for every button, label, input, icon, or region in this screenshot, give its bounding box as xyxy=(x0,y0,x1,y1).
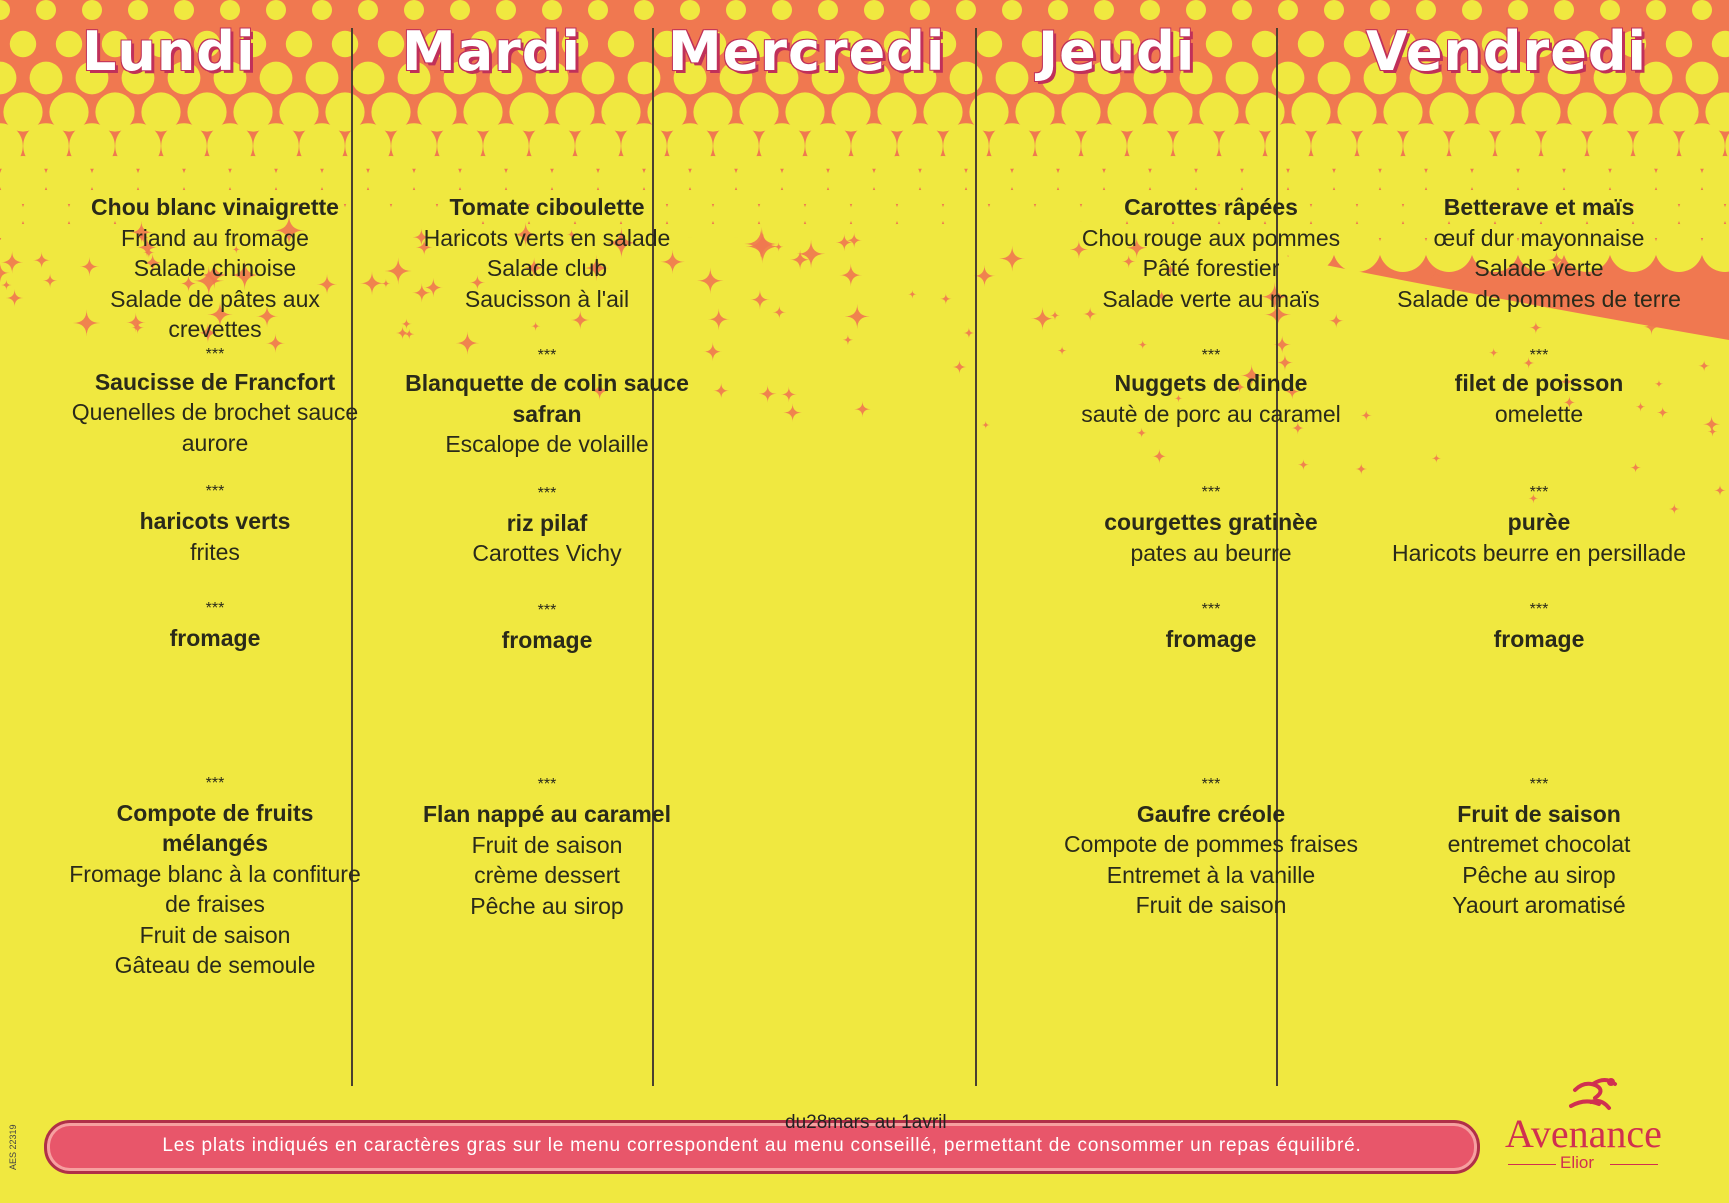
menu-item: haricots verts xyxy=(139,508,291,534)
menu-column-jeudi xyxy=(1036,192,1386,921)
menu-item: Compote de pommes fraises xyxy=(1063,831,1358,857)
menu-item: sautè de porc au caramel xyxy=(1081,400,1341,427)
menu-item: œuf dur mayonnaise xyxy=(1433,224,1645,251)
menu-item: riz pilaf xyxy=(506,509,588,536)
course-separator: *** xyxy=(1201,484,1221,501)
menu-item: mélangés xyxy=(161,830,269,856)
day-header-mercredi: Mercredi xyxy=(668,20,946,83)
course-separator: *** xyxy=(205,774,225,792)
menu-item: Nuggets de dinde xyxy=(1114,370,1308,396)
course-separator: *** xyxy=(537,776,557,793)
menu-item: Pêche au sirop xyxy=(1462,861,1616,888)
menu-item: safran xyxy=(512,400,582,427)
menu-item: de fraises xyxy=(165,891,265,917)
course-separator: *** xyxy=(205,345,225,363)
day-header-mardi: Mardi xyxy=(402,20,581,83)
menu-item: Quenelles de brochet sauce xyxy=(71,399,359,425)
menu-item: Escalope de volaille xyxy=(445,431,649,457)
menu-item: Pêche au sirop xyxy=(470,892,624,919)
menu-item: fromage xyxy=(501,626,593,653)
menu-item: Haricots verts en salade xyxy=(423,224,671,251)
print-code: AES 22319 xyxy=(8,1124,18,1170)
menu-item: Gâteau de semoule xyxy=(114,952,316,978)
menu-item: Yaourt aromatisé xyxy=(1452,892,1626,918)
menu-item: Salade chinoise xyxy=(133,255,297,281)
menu-item: Friand au fromage xyxy=(121,224,309,251)
day-header-lundi: Lundi xyxy=(82,20,256,83)
banner-note: Les plats indiqués en caractères gras sur le menu correspondent au menu conseillé, permettant de consommer un repas équilibré. xyxy=(162,1135,1362,1156)
menu-item: Compote de fruits xyxy=(116,799,314,826)
menu-item: Chou rouge aux pommes xyxy=(1081,224,1341,251)
course-separator: *** xyxy=(1529,484,1549,501)
menu-item: fromage xyxy=(1493,626,1585,652)
menu-item: Fromage blanc à la confiture xyxy=(69,860,361,887)
menu-item: fromage xyxy=(1165,626,1257,652)
menu-item: Fruit de saison xyxy=(1457,800,1621,827)
menu-item: Carottes râpées xyxy=(1124,194,1298,220)
course-separator: *** xyxy=(1529,347,1549,364)
menu-item: Entremet à la vanille xyxy=(1106,861,1316,888)
menu-item: Blanquette de colin sauce xyxy=(405,370,689,396)
menu-item: crevettes xyxy=(168,316,262,342)
course-separator: *** xyxy=(537,601,557,619)
course-separator: *** xyxy=(1201,601,1221,618)
menu-item: Fruit de saison xyxy=(139,921,291,948)
menu-item: fromage xyxy=(169,625,261,651)
menu-item: Haricots beurre en persillade xyxy=(1391,539,1687,566)
menu-item: omelette xyxy=(1494,400,1584,427)
menu-item: Salade de pâtes aux xyxy=(110,285,320,312)
menu-item: Fruit de saison xyxy=(1135,892,1287,918)
menu-item: Salade verte xyxy=(1474,255,1604,281)
menu-item: filet de poisson xyxy=(1454,370,1624,396)
course-separator: *** xyxy=(1201,347,1221,364)
menu-item: purèe xyxy=(1507,509,1571,535)
menu-item: aurore xyxy=(181,429,249,456)
menu-item: Carottes Vichy xyxy=(472,540,622,566)
menu-item: courgettes gratinèe xyxy=(1104,509,1318,535)
menu-item: Chou blanc vinaigrette xyxy=(91,194,339,220)
course-separator: *** xyxy=(205,600,225,617)
day-header-jeudi: Jeudi xyxy=(1038,20,1196,83)
day-header-vendredi: Vendredi xyxy=(1366,20,1647,83)
menu-item: Flan nappé au caramel xyxy=(423,801,671,827)
menu-item: Gaufre créole xyxy=(1136,800,1286,827)
info-banner xyxy=(44,1120,1480,1174)
menu-item: Saucisse de Francfort xyxy=(94,368,336,395)
menu-item: crème dessert xyxy=(474,862,620,888)
menu-item: Saucisson à l'ail xyxy=(464,285,630,312)
menu-item: Salade verte au maïs xyxy=(1102,285,1320,312)
logo-rule xyxy=(1610,1164,1658,1165)
course-separator: *** xyxy=(1529,601,1549,618)
logo-rule xyxy=(1508,1164,1556,1165)
menu-item: Salade de pommes de terre xyxy=(1397,285,1681,312)
logo-name: Avenance xyxy=(1505,1111,1662,1156)
menu-item: Betterave et maïs xyxy=(1443,194,1635,220)
course-separator: *** xyxy=(205,483,225,500)
menu-item: Fruit de saison xyxy=(471,831,623,858)
course-separator: *** xyxy=(537,484,557,502)
menu-item: pates au beurre xyxy=(1130,539,1292,566)
column-divider xyxy=(975,28,977,1086)
menu-item: Salade club xyxy=(486,255,608,281)
date-range: du28mars au 1avril xyxy=(785,1112,947,1133)
course-separator: *** xyxy=(1529,775,1549,793)
menu-column-vendredi xyxy=(1369,192,1709,921)
menu-column-lundi xyxy=(40,192,390,981)
menu-item: Tomate ciboulette xyxy=(449,194,645,220)
logo-sub: Elior xyxy=(1560,1153,1595,1172)
course-separator: *** xyxy=(537,347,557,364)
menu-item: entremet chocolat xyxy=(1447,831,1631,857)
course-separator: *** xyxy=(1201,775,1221,793)
menu-item: Pâté forestier xyxy=(1142,255,1280,281)
menu-column-mardi xyxy=(372,192,722,921)
menu-item: frites xyxy=(190,538,240,565)
